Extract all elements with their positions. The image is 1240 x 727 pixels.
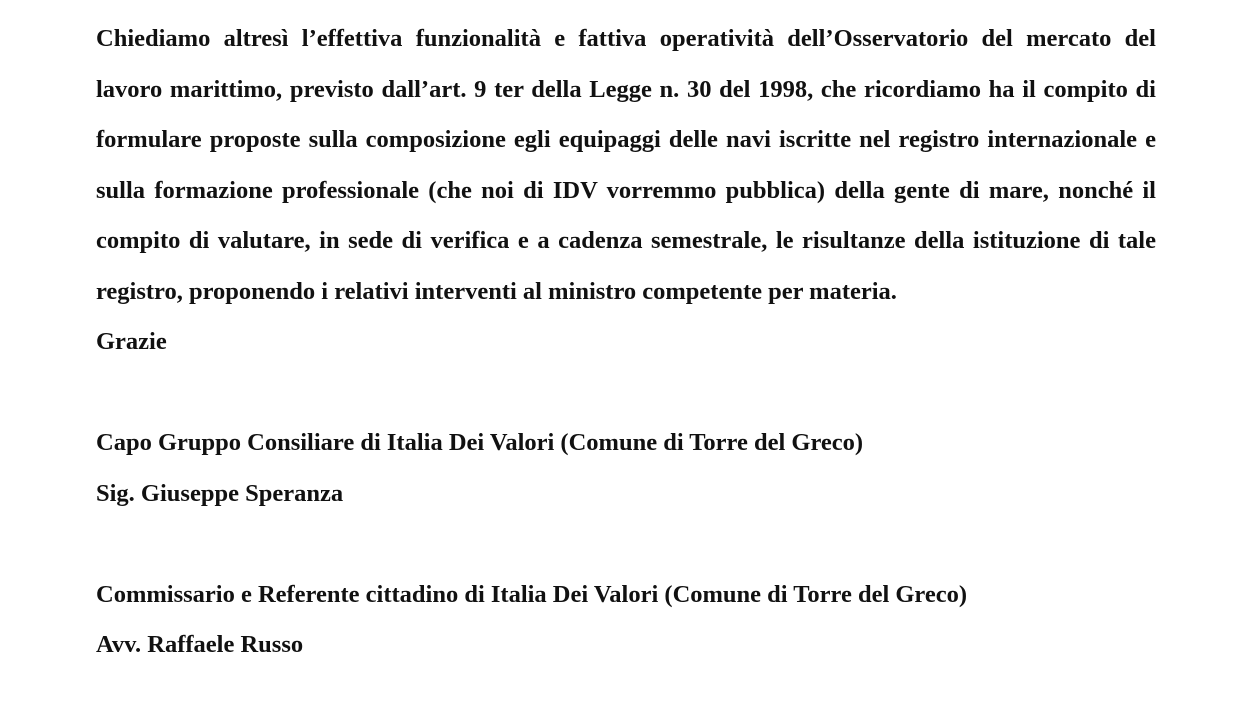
spacer — [96, 519, 1156, 570]
body-paragraph: Chiediamo altresì l’effettiva funzionalità e fattiva operatività dell’Osservatorio del mercato del lavoro marittimo, previsto dall’art. 9 ter della Legge n. 30 del 1998, che ricordiamo ha il compito di formulare proposte sulla composizione egli equipaggi delle navi iscritte nel registro internazionale e sulla formazione professionale (che noi di IDV vorremmo pubblica) della gente di mare, nonché il compito di valutare, in sede di verifica e a cadenza semestrale, le risultanze della istituzione di tale registro, proponendo i relativi interventi al ministro competente per materia. — [96, 25, 1156, 305]
signature-role: Commissario e Referente cittadino di Italia Dei Valori (Comune di Torre del Greco) — [96, 580, 968, 608]
closing-text: Grazie — [96, 328, 167, 355]
spacer — [96, 368, 1156, 419]
signature-name: Sig. Giuseppe Speranza — [96, 479, 344, 507]
signature-name: Avv. Raffaele Russo — [96, 631, 304, 658]
signature-role: Capo Gruppo Consiliare di Italia Dei Valori (Comune di Torre del Greco) — [96, 429, 864, 456]
document-body — [96, 14, 1156, 671]
